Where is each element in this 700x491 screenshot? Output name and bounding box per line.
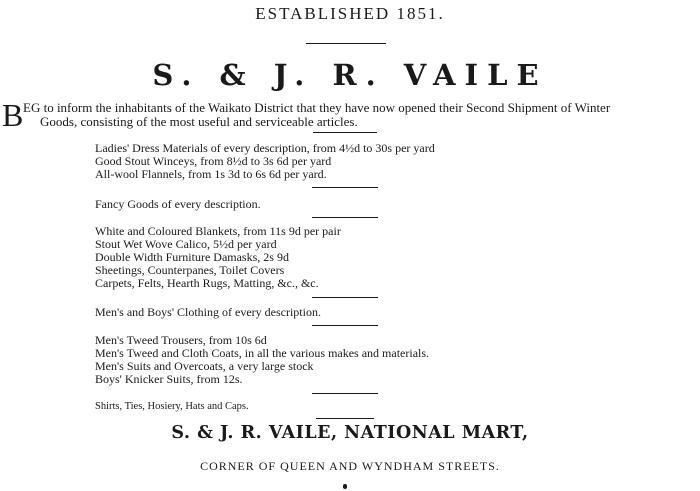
divider-rule bbox=[316, 418, 374, 419]
list-item: Men's and Boys' Clothing of every description. bbox=[95, 305, 321, 319]
address-line: CORNER OF QUEEN AND WYNDHAM STREETS. bbox=[200, 459, 500, 473]
divider-rule bbox=[313, 132, 377, 133]
established-line: ESTABLISHED 1851. bbox=[255, 4, 445, 23]
list-item: Shirts, Ties, Hosiery, Hats and Caps. bbox=[95, 401, 249, 412]
divider-rule bbox=[312, 393, 378, 394]
divider-rule bbox=[312, 325, 378, 326]
printer-dot bbox=[343, 484, 347, 489]
divider-rule bbox=[312, 187, 378, 188]
divider-rule bbox=[312, 297, 378, 298]
intro-line-2: Goods, consisting of the most useful and serviceable articles. bbox=[40, 114, 358, 129]
list-item: Fancy Goods of every description. bbox=[95, 197, 261, 211]
list-item: Double Width Furniture Damasks, 2s 9d bbox=[95, 250, 289, 264]
drop-cap: B bbox=[2, 97, 24, 133]
list-item: Men's Tweed and Cloth Coats, in all the various makes and materials. bbox=[95, 346, 430, 360]
list-item: White and Coloured Blankets, from 11s 9d per pair bbox=[95, 224, 341, 238]
firm-name-heading: S. & J. R. VAILE bbox=[152, 58, 548, 92]
list-item: Stout Wet Wove Calico, 5½d per yard bbox=[95, 237, 277, 251]
list-item: All-wool Flannels, from 1s 3d to 6s 6d per yard. bbox=[95, 167, 327, 181]
divider-rule bbox=[306, 43, 386, 44]
footer-firm-name: S. & J. R. VAILE, NATIONAL MART, bbox=[171, 423, 529, 443]
divider-rule bbox=[312, 217, 378, 218]
intro-line-1: EG to inform the inhabitants of the Waikato District that they have now opened their Second Shipment of Winter bbox=[23, 100, 611, 115]
list-item: Boys' Knicker Suits, from 12s. bbox=[95, 372, 243, 386]
list-item: Carpets, Felts, Hearth Rugs, Matting, &c., &c. bbox=[95, 276, 319, 290]
list-item: Men's Suits and Overcoats, a very large stock bbox=[95, 359, 314, 373]
list-item: Sheetings, Counterpanes, Toilet Covers bbox=[95, 263, 285, 277]
list-item: Ladies' Dress Materials of every description, from 4½d to 30s per yard bbox=[95, 141, 435, 155]
list-item: Good Stout Winceys, from 8½d to 3s 6d per yard bbox=[95, 154, 332, 168]
list-item: Men's Tweed Trousers, from 10s 6d bbox=[95, 333, 267, 347]
